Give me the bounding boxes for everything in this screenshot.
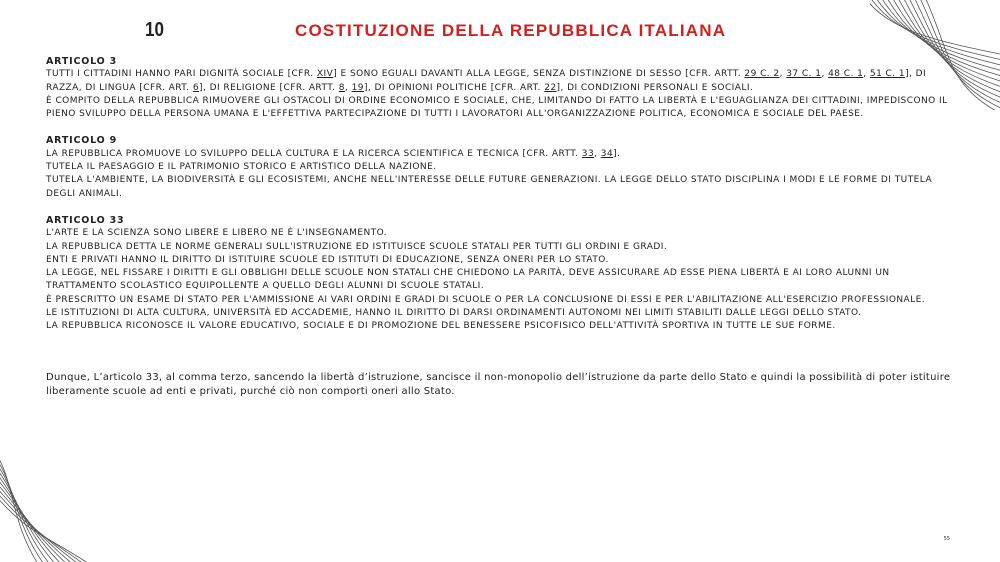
article-paragraph <box>46 267 961 294</box>
article-reference-link[interactable]: 33 <box>581 148 595 159</box>
article-text: LA LEGGE, NEL FISSARE I DIRITTI E GLI OBBLIGHI DELLE SCUOLE NON STATALI CHE CHIEDONO LA PARITÀ, DEVE ASSICURARE AD ESSE PIENA LIBERTÀ E AI LORO ALUNNI UN TRATTAMENTO SCOLASTICO EQUIPOLLENTE A QUELLO DEGLI ALUNNI DI SCUOLE STATALI. <box>46 268 890 292</box>
article-text: ]. <box>613 148 621 159</box>
article-text: ], DI RAZZA, DI LINGUA [CFR. ART. <box>46 69 927 93</box>
article-paragraph <box>46 294 961 307</box>
article-text: TUTTI I CITTADINI HANNO PARI DIGNITÀ SOCIALE [CFR. <box>46 69 317 80</box>
conclusion-paragraph: Dunque, L’articolo 33, al comma terzo, sancendo la libertà d’istruzione, sancisce il non-monopolio dell’istruzione da parte dello Stato e quindi la possibilità di poter istituire liberamente scuole ad enti e privati, purché ciò non comporti oneri allo Stato. <box>46 372 951 397</box>
article-reference-link[interactable]: XIV <box>316 69 334 80</box>
article-text: LA REPUBBLICA RICONOSCE IL VALORE EDUCATIVO, SOCIALE E DI PROMOZIONE DEL BENESSERE PSICOFISICO DELL'ATTIVITÀ SPORTIVA IN TUTTE LE SUE FORME. <box>46 321 836 332</box>
article-text: ], DI RELIGIONE [CFR. ARTT. <box>199 82 339 93</box>
article-text: LA REPUBBLICA DETTA LE NORME GENERALI SULL'ISTRUZIONE ED ISTITUISCE SCUOLE STATALI PER TUTTI GLI ORDINI E GRADI. <box>46 241 668 252</box>
article-reference-link[interactable]: 22 <box>544 82 557 93</box>
article-heading: ARTICOLO 33 <box>46 214 125 226</box>
article-paragraph <box>46 161 961 174</box>
page-number: 55 <box>943 536 950 542</box>
article-paragraph <box>46 68 961 95</box>
article-text: ], DI OPINIONI POLITICHE [CFR. ART. <box>363 82 545 93</box>
article-reference-link[interactable]: 48 C. 1 <box>828 69 864 80</box>
article-paragraph <box>46 254 961 267</box>
article-text: , <box>594 148 601 159</box>
article-text: ENTI E PRIVATI HANNO IL DIRITTO DI ISTITUIRE SCUOLE ED ISTITUTI DI EDUCAZIONE, SENZA ONERI PER LO STATO. <box>46 254 609 265</box>
article-text: TUTELA IL PAESAGGIO E IL PATRIMONIO STORICO E ARTISTICO DELLA NAZIONE. <box>46 162 437 173</box>
article-paragraph <box>46 320 961 333</box>
article-block <box>46 55 961 121</box>
article-reference-link[interactable]: 8 <box>338 82 345 93</box>
article-reference-link[interactable]: 29 C. 2 <box>744 69 780 80</box>
article-paragraph <box>46 148 961 161</box>
article-text: ] E SONO EGUALI DAVANTI ALLA LEGGE, SENZA DISTINZIONE DI SESSO [CFR. ARTT. <box>333 69 745 80</box>
article-heading: ARTICOLO 9 <box>46 135 118 147</box>
article-text: , <box>863 69 870 80</box>
article-block <box>46 134 961 200</box>
article-reference-link[interactable]: 19 <box>351 82 364 93</box>
article-block <box>46 214 961 334</box>
decorative-lines-bottom-left <box>0 452 95 562</box>
article-paragraph <box>46 95 961 122</box>
slide-number: 10 <box>145 19 164 41</box>
article-text: TUTELA L'AMBIENTE, LA BIODIVERSITÀ E GLI ECOSISTEMI, ANCHE NELL'INTERESSE DELLE FUTURE GENERAZIONI. LA LEGGE DELLO STATO DISCIPLINA I MODI E LE FORME DI TUTELA DEGLI ANIMALI. <box>46 175 933 199</box>
article-text: È PRESCRITTO UN ESAME DI STATO PER L'AMMISSIONE AI VARI ORDINI E GRADI DI SCUOLE O PER LA CONCLUSIONE DI ESSI E PER L'ABILITAZIONE ALL'ESERCIZIO PROFESSIONALE. <box>46 294 926 305</box>
article-paragraph <box>46 307 961 320</box>
article-heading: ARTICOLO 3 <box>46 56 118 67</box>
article-text: ], DI CONDIZIONI PERSONALI E SOCIALI. <box>556 82 754 93</box>
article-reference-link[interactable]: 34 <box>600 148 614 159</box>
article-paragraph <box>46 227 961 240</box>
article-text: , <box>821 69 829 80</box>
article-reference-link[interactable]: 37 C. 1 <box>786 69 822 80</box>
article-text: LA REPUBBLICA PROMUOVE LO SVILUPPO DELLA CULTURA E LA RICERCA SCIENTIFICA E TECNICA [CFR. ARTT. <box>46 148 582 159</box>
article-text: È COMPITO DELLA REPUBBLICA RIMUOVERE GLI OSTACOLI DI ORDINE ECONOMICO E SOCIALE, CHE, LIMITANDO DI FATTO LA LIBERTÀ E L'EGUAGLIANZA DEI CITTADINI, IMPEDISCONO IL PIENO SVILUPPO DELLA PERSONA UMANA E L'EFFETTIVA PARTECIPAZIONE DI TUTTI I LAVORATORI ALL'ORGANIZZAZIONE POLITICA, ECONOMICA E SOCIALE DEL PAESE. <box>46 95 948 120</box>
article-text: LE ISTITUZIONI DI ALTA CULTURA, UNIVERSITÀ ED ACCADEMIE, HANNO IL DIRITTO DI DARSI ORDINAMENTI AUTONOMI NEI LIMITI STABILITI DALLE LEGGI DELLO STATO. <box>46 308 862 319</box>
article-text: , <box>779 69 787 80</box>
article-paragraph <box>46 241 961 254</box>
article-reference-link[interactable]: 51 C. 1 <box>869 69 906 80</box>
article-reference-link[interactable]: 6 <box>192 82 200 93</box>
article-paragraph <box>46 174 961 201</box>
article-text: L'ARTE E LA SCIENZA SONO LIBERE E LIBERO NE È L'INSEGNAMENTO. <box>46 228 388 239</box>
slide-title: COSTITUZIONE DELLA REPUBBLICA ITALIANA <box>295 21 727 40</box>
constitution-articles <box>46 55 961 334</box>
article-text: , <box>344 82 352 93</box>
